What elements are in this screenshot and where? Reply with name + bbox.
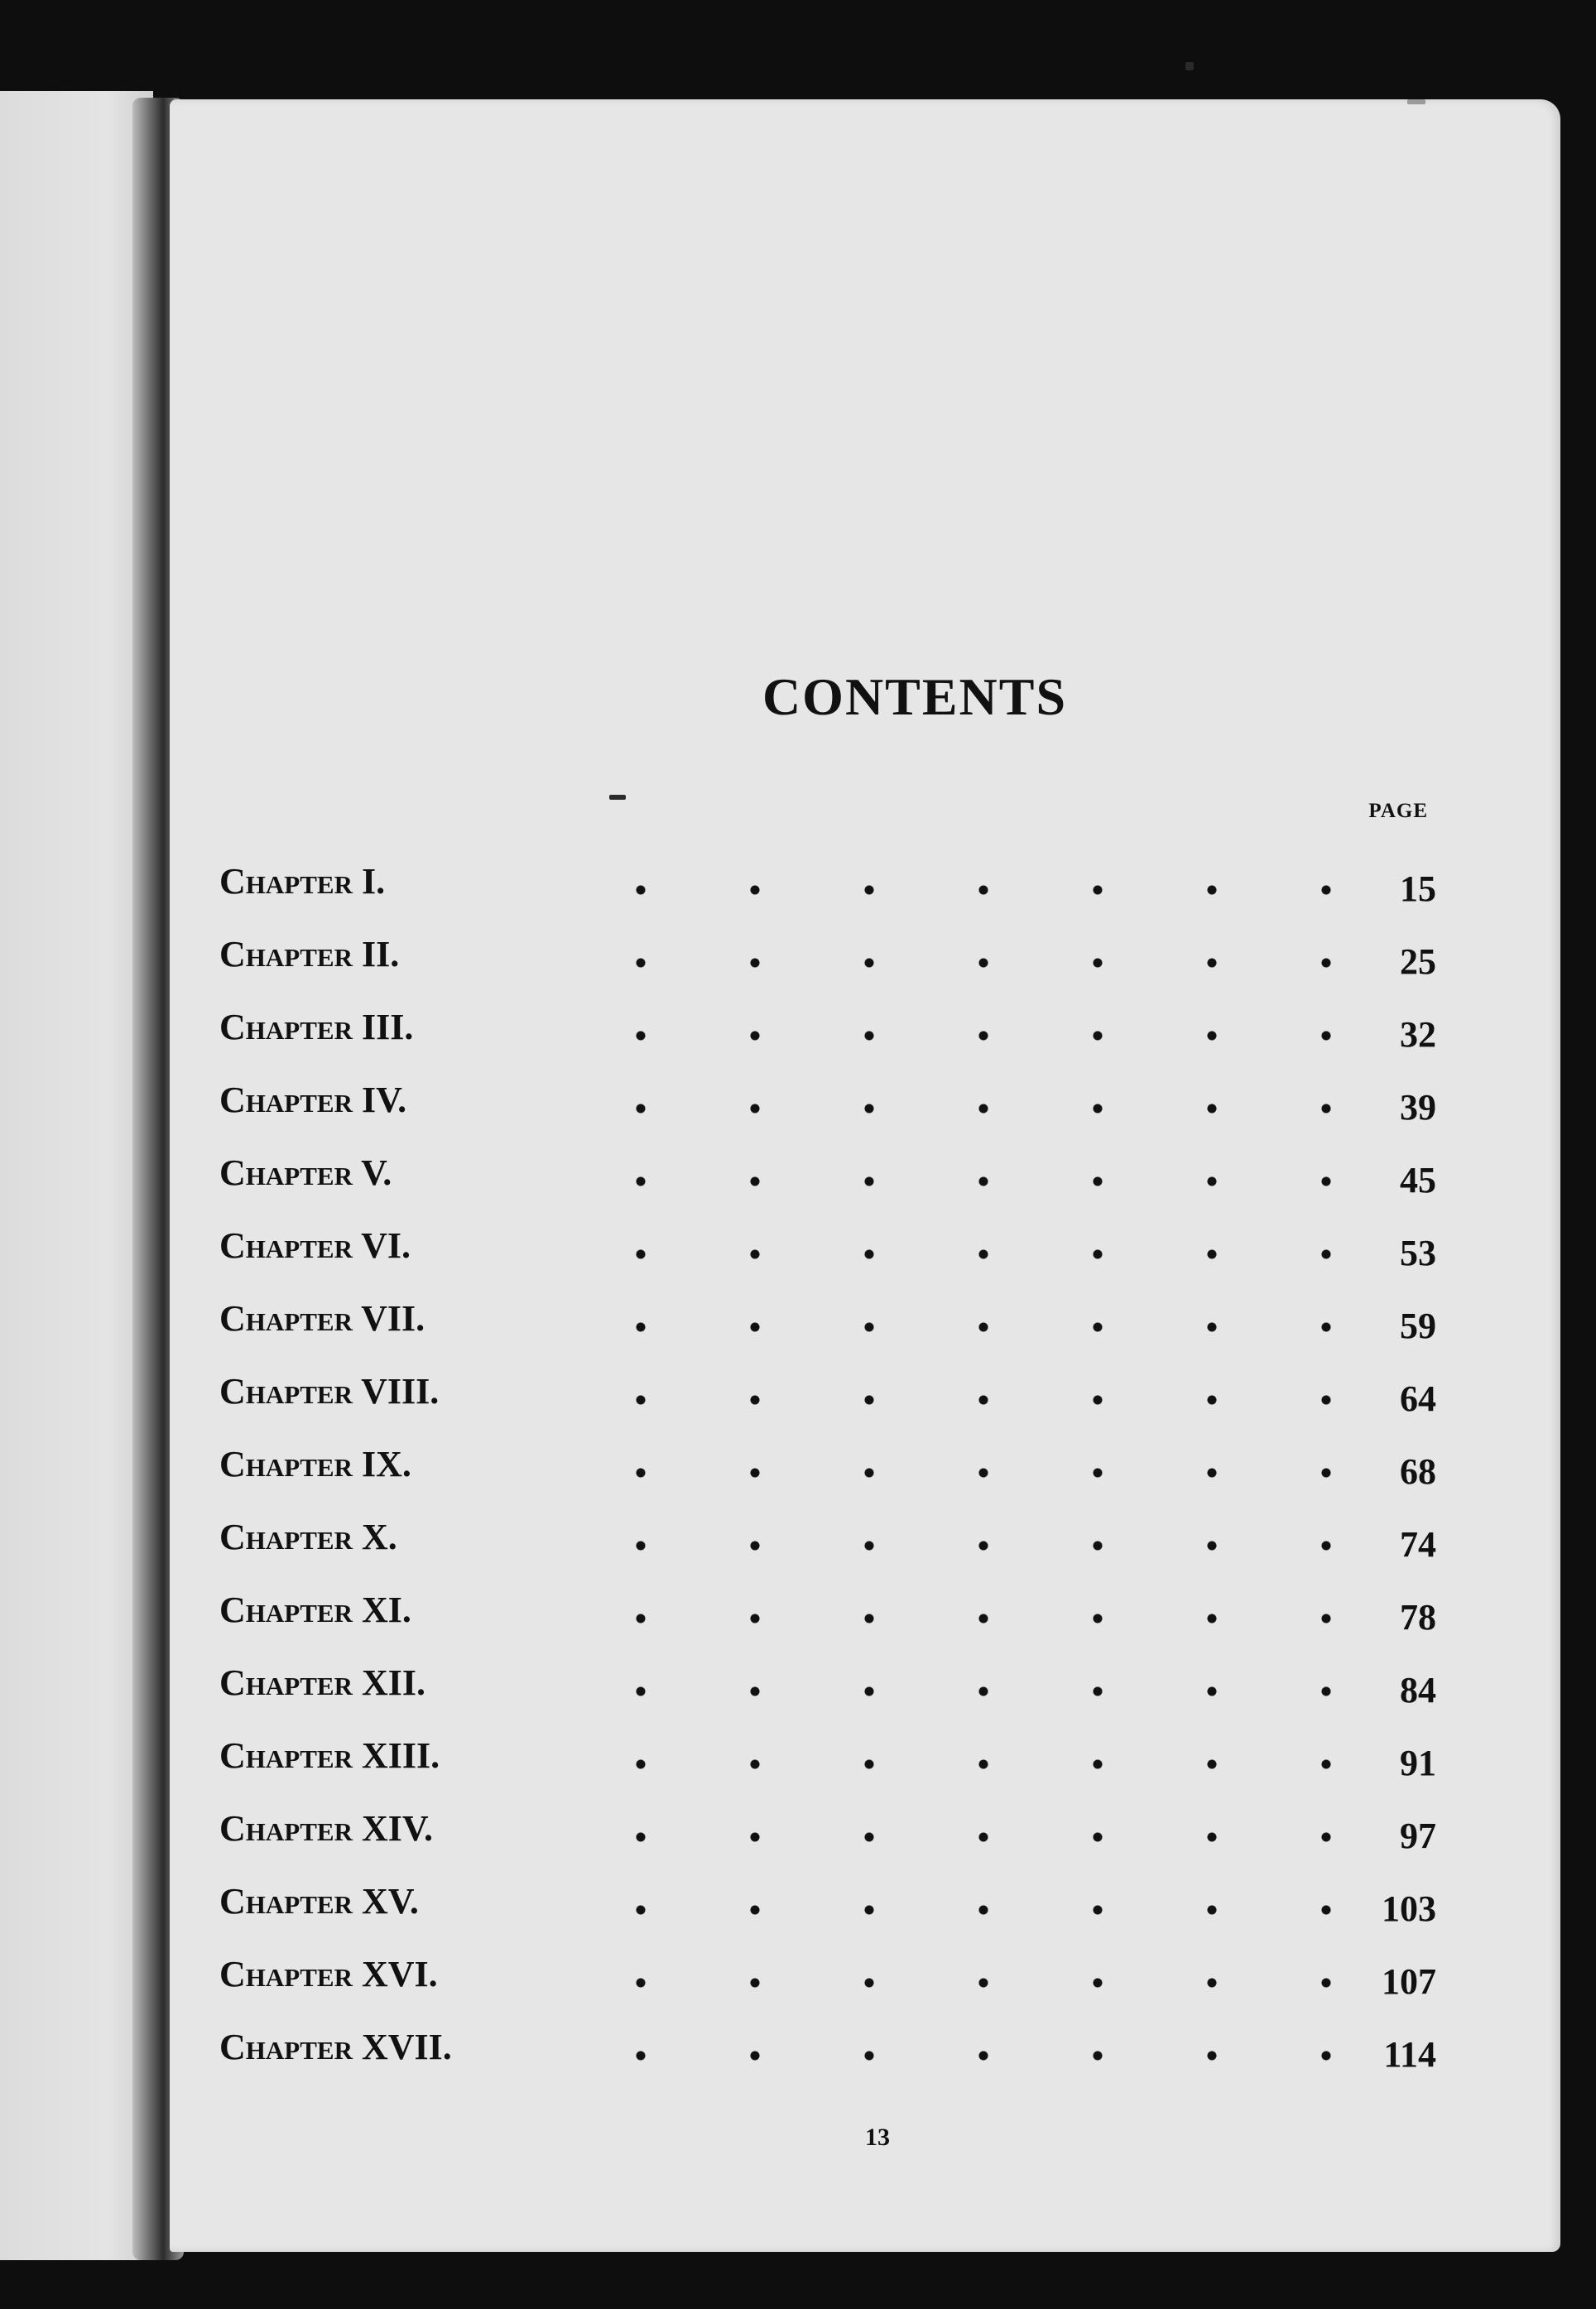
dot-leader [550, 1392, 1337, 1408]
toc-entry [219, 1063, 1436, 1136]
chapter-page-number: 25 [1400, 940, 1436, 982]
chapter-label: Chapter II. [219, 933, 400, 974]
dot-leader [550, 1902, 1337, 1918]
chapter-page-number: 39 [1400, 1086, 1436, 1128]
chapter-page-number: 91 [1400, 1742, 1436, 1783]
toc-entry [219, 1282, 1436, 1354]
dot-leader [550, 955, 1337, 971]
dot-leader [550, 1319, 1337, 1335]
chapter-label: Chapter V. [219, 1152, 392, 1193]
chapter-page-number: 32 [1400, 1013, 1436, 1055]
chapter-page-number: 45 [1400, 1159, 1436, 1200]
chapter-page-number: 97 [1400, 1815, 1436, 1856]
scan-speck [1185, 62, 1194, 70]
chapter-page-number: 107 [1382, 1960, 1436, 2002]
dot-leader [550, 2047, 1337, 2064]
chapter-label: Chapter VI. [219, 1224, 411, 1266]
toc-entry [219, 1646, 1436, 1719]
dot-leader [550, 1829, 1337, 1845]
toc-entry [219, 1427, 1436, 1500]
chapter-page-number: 59 [1400, 1305, 1436, 1346]
chapter-page-number: 74 [1400, 1523, 1436, 1565]
toc-entry [219, 1209, 1436, 1282]
scan-speck [609, 795, 626, 800]
chapter-page-number: 114 [1383, 2033, 1436, 2075]
dot-leader [550, 1027, 1337, 1044]
chapter-label: Chapter XII. [219, 1662, 425, 1703]
dot-leader [550, 1246, 1337, 1263]
toc-entry [219, 1792, 1436, 1864]
page-folio-number: 13 [865, 2124, 890, 2151]
dot-leader [550, 1610, 1337, 1627]
chapter-label: Chapter IX. [219, 1443, 411, 1484]
toc-entry [219, 2010, 1436, 2083]
left-page-edge [0, 91, 153, 2260]
toc-entry [219, 1573, 1436, 1646]
toc-entry [219, 917, 1436, 990]
chapter-page-number: 68 [1400, 1450, 1436, 1492]
chapter-label: Chapter XI. [219, 1589, 411, 1630]
dot-leader [550, 1537, 1337, 1554]
chapter-page-number: 78 [1400, 1596, 1436, 1638]
chapter-page-number: 53 [1400, 1232, 1436, 1273]
dot-leader [550, 1100, 1337, 1117]
scan-speck [1407, 99, 1425, 104]
chapter-page-number: 15 [1400, 868, 1436, 909]
dot-leader [550, 882, 1337, 898]
table-of-contents [219, 844, 1436, 2083]
chapter-label: Chapter IV. [219, 1079, 407, 1120]
chapter-page-number: 84 [1400, 1669, 1436, 1710]
chapter-label: Chapter III. [219, 1006, 414, 1047]
dot-leader [550, 1173, 1337, 1190]
chapter-label: Chapter XV. [219, 1880, 419, 1922]
toc-entry [219, 1354, 1436, 1427]
toc-entry [219, 1864, 1436, 1937]
chapter-label: Chapter XIV. [219, 1807, 433, 1849]
page-title: CONTENTS [762, 667, 1068, 726]
dot-leader [550, 1465, 1337, 1481]
page-column-header: PAGE [1368, 800, 1428, 822]
toc-entry [219, 990, 1436, 1063]
chapter-page-number: 103 [1382, 1888, 1436, 1929]
toc-entry [219, 1937, 1436, 2010]
dot-leader [550, 1975, 1337, 1991]
chapter-label: Chapter XVII. [219, 2026, 452, 2067]
chapter-label: Chapter VIII. [219, 1370, 440, 1412]
toc-entry [219, 844, 1436, 917]
contents-page [170, 99, 1560, 2252]
toc-entry [219, 1500, 1436, 1573]
chapter-label: Chapter XVI. [219, 1953, 438, 1994]
chapter-label: Chapter VII. [219, 1297, 425, 1339]
dot-leader [550, 1683, 1337, 1700]
toc-entry [219, 1719, 1436, 1792]
chapter-label: Chapter XIII. [219, 1734, 440, 1776]
chapter-page-number: 64 [1400, 1378, 1436, 1419]
toc-entry [219, 1136, 1436, 1209]
chapter-label: Chapter X. [219, 1516, 397, 1557]
dot-leader [550, 1756, 1337, 1773]
chapter-label: Chapter I. [219, 860, 386, 902]
